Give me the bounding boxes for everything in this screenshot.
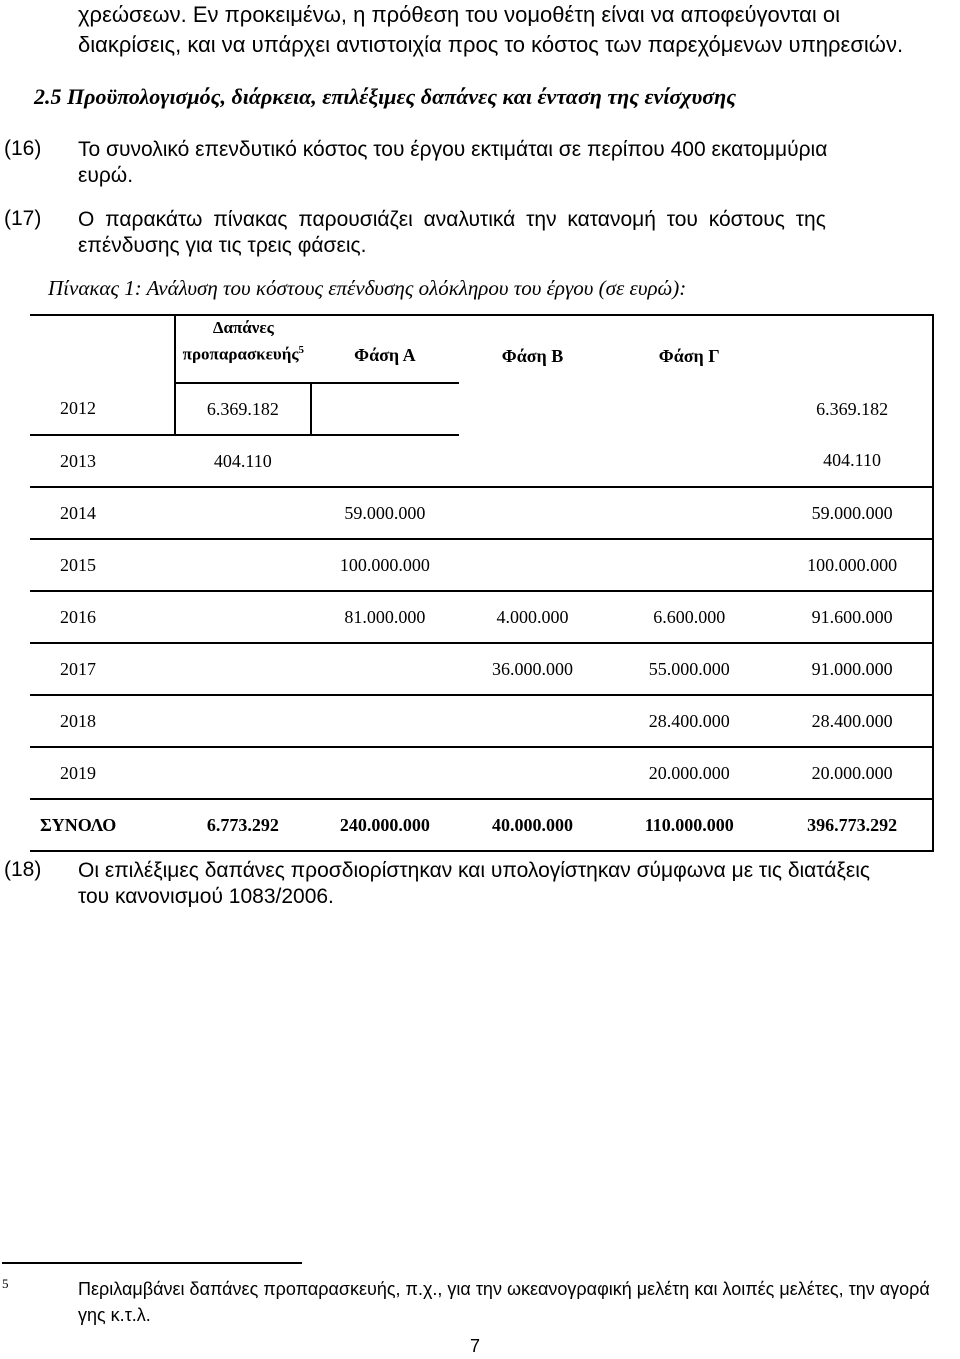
table-row xyxy=(30,539,933,591)
total-phase-b: 40.000.000 xyxy=(459,799,607,851)
row-year: 2012 xyxy=(60,398,96,418)
paragraph-18-line-2: του κανονισμού 1083/2006. xyxy=(78,885,334,908)
cell-phase-b xyxy=(459,435,607,487)
cell-prep xyxy=(175,643,312,695)
cell-phase-a xyxy=(311,643,459,695)
table-row xyxy=(30,487,933,539)
cell-total: 91.600.000 xyxy=(772,591,933,643)
total-sum: 396.773.292 xyxy=(772,799,933,851)
paragraph-18-line-1: Οι επιλέξιμες δαπάνες προσδιορίστηκαν και υπολογίστηκαν σύμφωνα με τις διατάξεις xyxy=(78,859,871,882)
cell-phase-a xyxy=(311,383,459,435)
cell-prep: 6.369.182 xyxy=(175,383,312,435)
cell-phase-b xyxy=(459,383,607,435)
cell-total: 91.000.000 xyxy=(772,643,933,695)
header-prep-line1: Δαπάνες xyxy=(212,318,274,338)
cell-phase-g xyxy=(606,383,772,435)
cell-phase-b: 4.000.000 xyxy=(459,591,607,643)
cell-phase-b xyxy=(459,539,607,591)
row-year: 2013 xyxy=(30,435,175,487)
total-prep: 6.773.292 xyxy=(175,799,312,851)
paragraph-17-line-2: επένδυσης για τις τρεις φάσεις. xyxy=(78,234,367,257)
cell-phase-g xyxy=(606,487,772,539)
total-phase-g: 110.000.000 xyxy=(606,799,772,851)
cell-phase-g xyxy=(606,539,772,591)
cell-total: 404.110 xyxy=(772,435,933,487)
table-row xyxy=(30,591,933,643)
header-prep-line2: προπαρασκευής xyxy=(182,345,299,364)
table-row xyxy=(30,383,933,435)
intro-line-2: διακρίσεις, και να υπάρχει αντιστοιχία προς το κόστος των παρεχόμενων υπηρεσιών. xyxy=(78,32,904,57)
cell-phase-b xyxy=(459,487,607,539)
row-year: 2018 xyxy=(30,695,175,747)
table-row xyxy=(30,747,933,799)
cell-prep xyxy=(175,487,312,539)
cell-phase-a: 100.000.000 xyxy=(311,539,459,591)
cell-phase-g: 6.600.000 xyxy=(606,591,772,643)
cell-total: 6.369.182 xyxy=(772,383,933,435)
cell-phase-a: 81.000.000 xyxy=(311,591,459,643)
paragraph-17-line-1: Ο παρακάτω πίνακας παρουσιάζει αναλυτικά την κατανομή του κόστους της xyxy=(78,208,826,231)
row-year: 2016 xyxy=(30,591,175,643)
header-phase-b: Φάση Β xyxy=(459,315,607,383)
cell-prep: 404.110 xyxy=(175,435,312,487)
cell-phase-a xyxy=(311,747,459,799)
paragraph-16-line-1: Το συνολικό επενδυτικό κόστος του έργου εκτιμάται σε περίπου 400 εκατομμύρια xyxy=(78,138,828,161)
table-header-row xyxy=(30,315,933,383)
header-total xyxy=(772,315,933,383)
cell-total: 100.000.000 xyxy=(772,539,933,591)
paragraph-number: (18) xyxy=(4,858,42,881)
section-heading: 2.5 Προϋπολογισμός, διάρκεια, επιλέξιμες δαπάνες και ένταση της ενίσχυσης xyxy=(34,84,737,109)
paragraph-16-line-2: ευρώ. xyxy=(78,164,134,187)
paragraph-number: (16) xyxy=(4,137,42,160)
row-year: 2017 xyxy=(30,643,175,695)
cell-prep xyxy=(175,747,312,799)
page-number: 7 xyxy=(470,1336,481,1356)
cell-prep xyxy=(175,591,312,643)
cell-prep xyxy=(175,695,312,747)
total-label: ΣΥΝΟΛΟ xyxy=(30,799,175,851)
intro-line-1: χρεώσεων. Εν προκειμένω, η πρόθεση του νομοθέτη είναι να αποφεύγονται οι xyxy=(78,2,840,27)
cell-phase-a: 59.000.000 xyxy=(311,487,459,539)
cell-phase-a xyxy=(311,695,459,747)
table-row xyxy=(30,643,933,695)
table-row xyxy=(30,435,933,487)
footnote-ref: 5 xyxy=(298,344,305,357)
row-year: 2019 xyxy=(30,747,175,799)
cell-phase-g: 28.400.000 xyxy=(606,695,772,747)
cell-phase-g: 55.000.000 xyxy=(606,643,772,695)
cell-prep xyxy=(175,539,312,591)
header-prep-costs xyxy=(175,315,312,383)
footnote-separator xyxy=(2,1262,302,1264)
cell-phase-b xyxy=(459,695,607,747)
row-year: 2014 xyxy=(30,487,175,539)
table-total-row xyxy=(30,799,933,851)
paragraph-number: (17) xyxy=(4,207,42,230)
cell-phase-g: 20.000.000 xyxy=(606,747,772,799)
header-year-cell xyxy=(30,315,175,383)
cell-phase-a xyxy=(311,435,459,487)
cell-phase-g xyxy=(606,435,772,487)
cell-total: 59.000.000 xyxy=(772,487,933,539)
header-phase-g: Φάση Γ xyxy=(606,315,772,383)
total-phase-a: 240.000.000 xyxy=(311,799,459,851)
header-phase-a: Φάση Α xyxy=(311,315,459,383)
row-year: 2015 xyxy=(30,539,175,591)
footnote-mark: 5 xyxy=(2,1276,9,1291)
cost-table xyxy=(30,314,934,852)
cell-phase-b: 36.000.000 xyxy=(459,643,607,695)
footnote-text: Περιλαμβάνει δαπάνες προπαρασκευής, π.χ., για την ωκεανογραφική μελέτη και λοιπές μελέτες, την αγορά γης κ.τ.λ. xyxy=(78,1279,930,1325)
table-row xyxy=(30,695,933,747)
table-caption: Πίνακας 1: Ανάλυση του κόστους επένδυσης ολόκληρου του έργου (σε ευρώ): xyxy=(48,276,687,300)
cell-phase-b xyxy=(459,747,607,799)
cell-total: 20.000.000 xyxy=(772,747,933,799)
cell-total: 28.400.000 xyxy=(772,695,933,747)
